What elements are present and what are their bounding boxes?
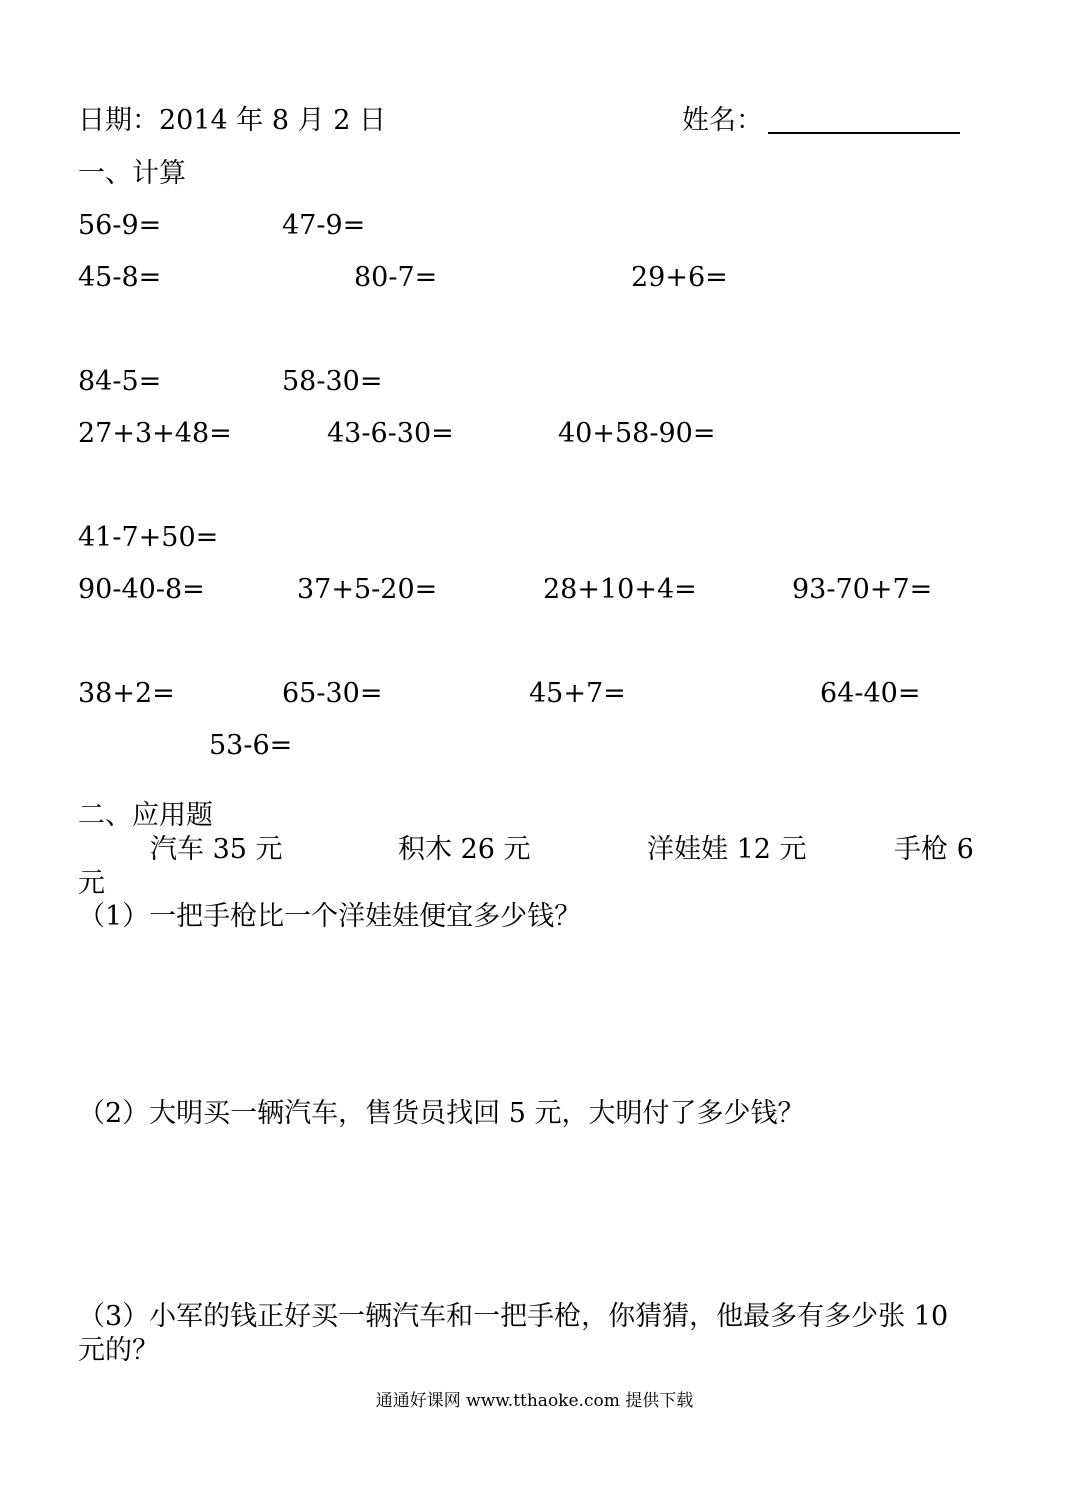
question-3-wrap: 元的？ — [78, 1335, 159, 1366]
name-label: 姓名： — [682, 105, 763, 136]
question-3: （3）小军的钱正好买一辆汽车和一把手枪，你猜猜，他最多有多少张 10 — [78, 1301, 949, 1332]
date-line: 日期：2014 年 8 月 2 日 — [78, 105, 386, 136]
problem: 43-6-30= — [327, 418, 454, 449]
price-item: 汽车 35 元 — [150, 834, 283, 865]
problem: 84-5= — [78, 366, 162, 397]
price-item: 手枪 6 — [894, 834, 974, 865]
problem: 27+3+48= — [78, 418, 232, 449]
problem: 80-7= — [354, 262, 438, 293]
problem: 53-6= — [209, 730, 293, 761]
footer-text: 通通好课网 www.tthaoke.com 提供下载 — [375, 1391, 694, 1411]
problem: 58-30= — [282, 366, 383, 397]
section1-title: 一、计算 — [78, 158, 186, 189]
problem: 93-70+7= — [792, 574, 933, 605]
problem: 29+6= — [631, 262, 728, 293]
price-item: 积木 26 元 — [398, 834, 531, 865]
problem: 37+5-20= — [297, 574, 438, 605]
problem: 64-40= — [820, 678, 921, 709]
problem: 45-8= — [78, 262, 162, 293]
price-item: 洋娃娃 12 元 — [647, 834, 807, 865]
problem: 65-30= — [282, 678, 383, 709]
question-1: （1）一把手枪比一个洋娃娃便宜多少钱？ — [78, 901, 582, 932]
problem: 56-9= — [78, 210, 162, 241]
price-item-wrap: 元 — [78, 868, 105, 899]
problem: 90-40-8= — [78, 574, 205, 605]
problem: 41-7+50= — [78, 522, 219, 553]
section2-title: 二、应用题 — [78, 800, 213, 831]
problem: 45+7= — [529, 678, 626, 709]
problem: 47-9= — [282, 210, 366, 241]
problem: 40+58-90= — [558, 418, 716, 449]
name-blank-line[interactable] — [768, 132, 960, 134]
problem: 28+10+4= — [543, 574, 697, 605]
problem: 38+2= — [78, 678, 175, 709]
question-2: （2）大明买一辆汽车，售货员找回 5 元，大明付了多少钱？ — [78, 1098, 805, 1129]
